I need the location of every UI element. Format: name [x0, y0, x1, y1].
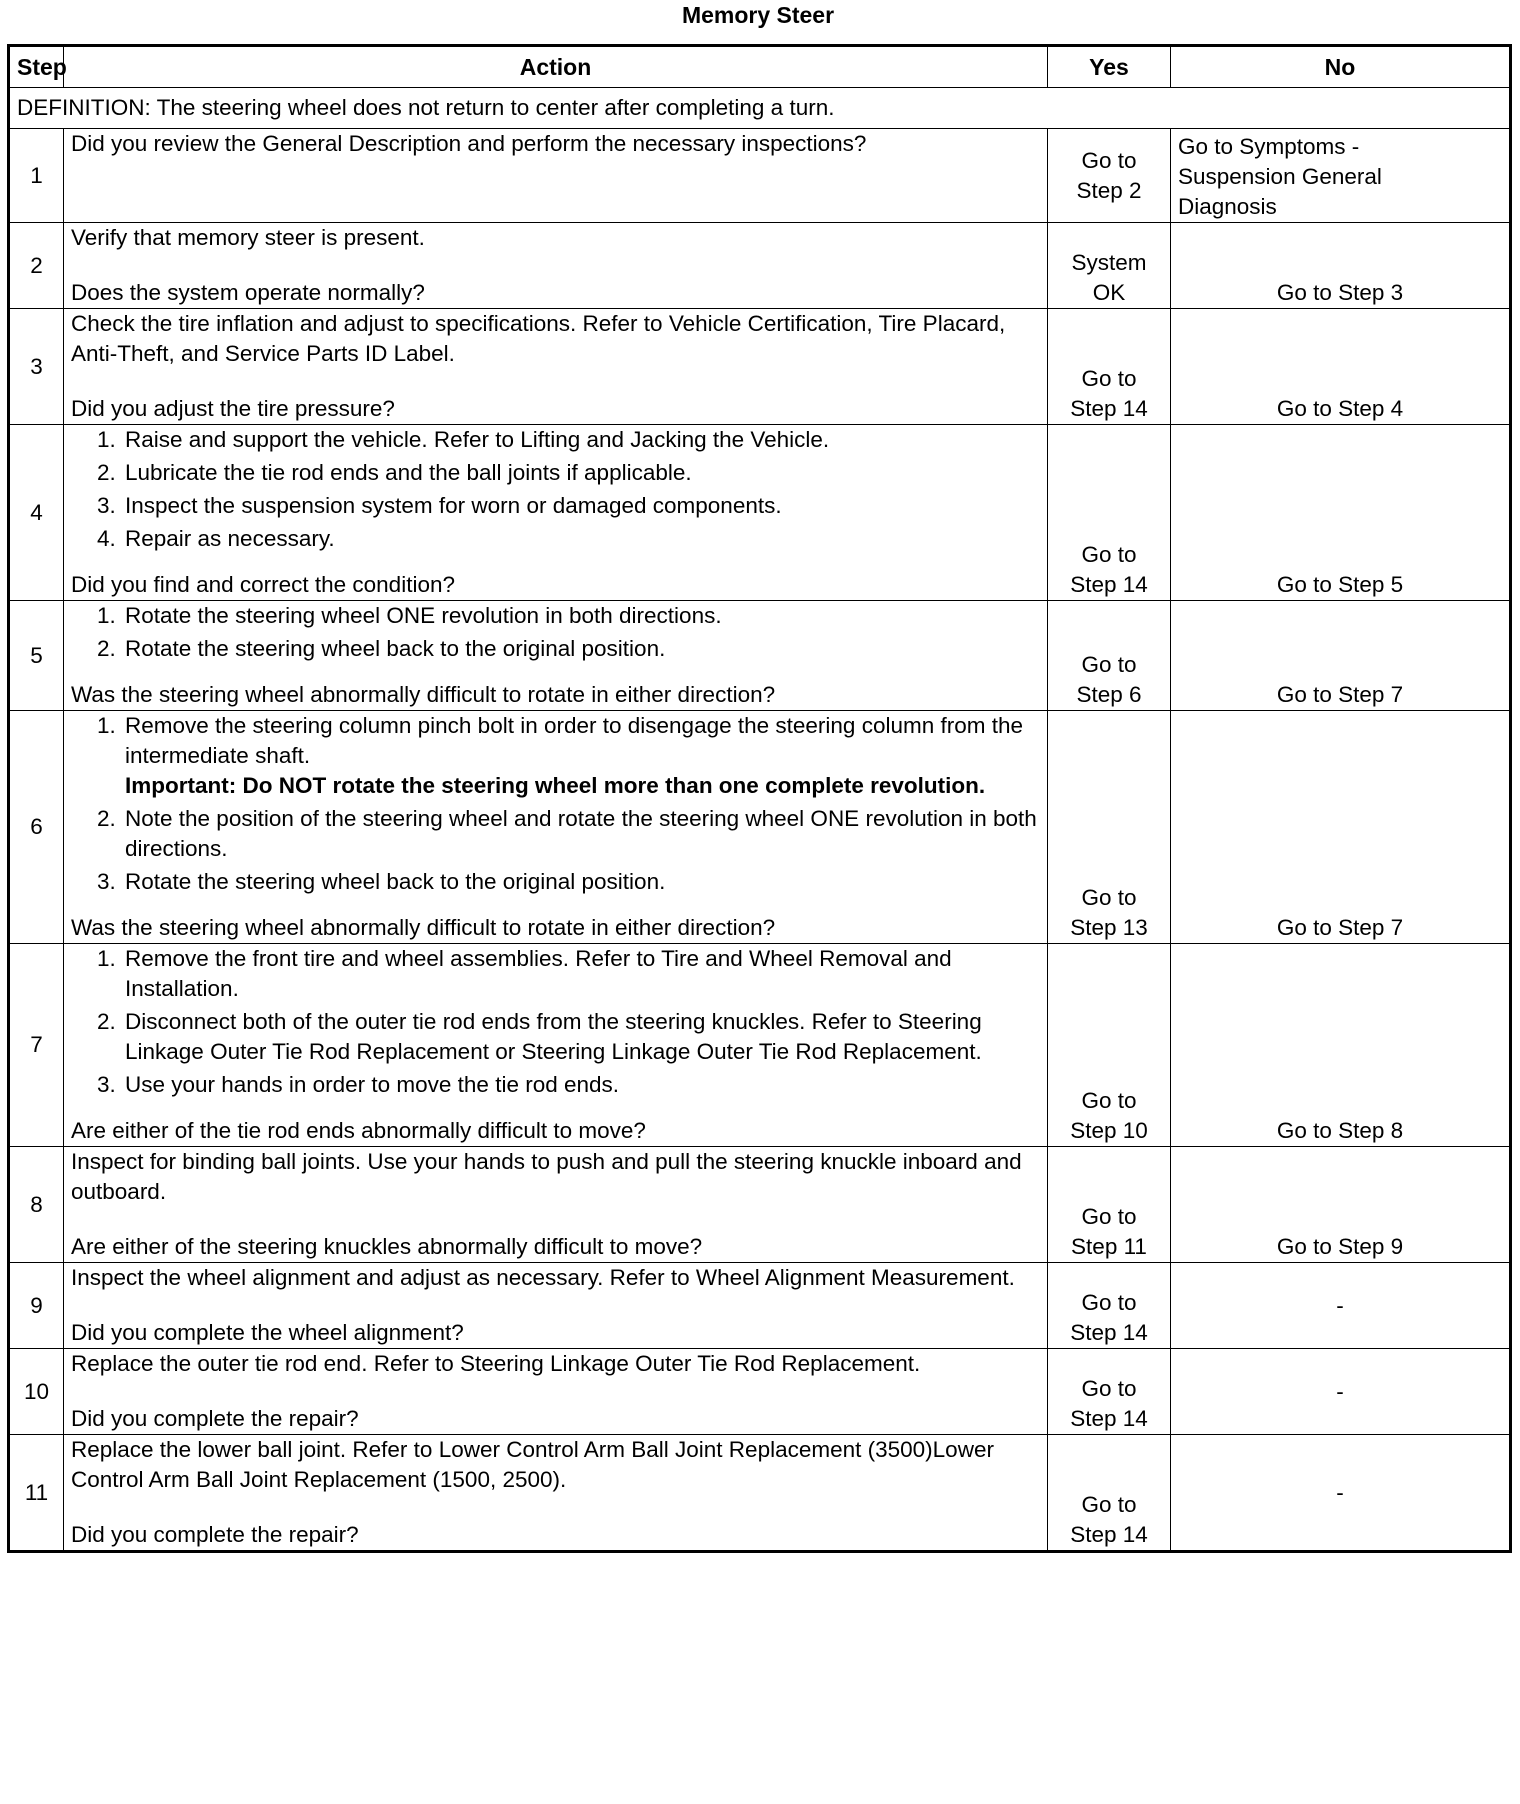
action-question: Did you complete the repair?	[71, 1522, 359, 1547]
action-steps	[71, 601, 1040, 664]
action-steps	[71, 944, 1040, 1100]
action-cell	[64, 1435, 1048, 1552]
list-item: 3. Use your hands in order to move the tie rod ends.	[122, 1070, 1040, 1100]
diagnostic-table	[7, 44, 1512, 1553]
yes-line: Go to	[1081, 1204, 1137, 1229]
list-item: 2. Note the position of the steering wheel and rotate the steering wheel ONE revolution in both directions.	[122, 804, 1040, 864]
definition-text: DEFINITION: The steering wheel does not return to center after completing a turn.	[9, 88, 1511, 129]
action-cell	[64, 223, 1048, 309]
action-text: Did you review the General Description and perform the necessary inspections?	[71, 131, 867, 156]
yes-line: Go to	[1081, 1492, 1137, 1517]
yes-line: Go to	[1081, 542, 1137, 567]
no-cell	[1171, 129, 1511, 223]
header-yes: Yes	[1048, 46, 1171, 88]
no-line: Diagnosis	[1178, 194, 1277, 219]
yes-line: Step 14	[1070, 1522, 1148, 1547]
step-number: 8	[9, 1147, 64, 1263]
no-cell: Go to Step 4	[1171, 309, 1511, 425]
yes-line: Step 11	[1071, 1234, 1147, 1259]
step-number: 10	[9, 1349, 64, 1435]
yes-cell	[1048, 309, 1171, 425]
yes-line: Go to	[1081, 885, 1137, 910]
table-row	[9, 601, 1511, 711]
step-number: 7	[9, 944, 64, 1147]
yes-line: Step 13	[1070, 915, 1148, 940]
yes-line: Step 2	[1076, 177, 1142, 203]
yes-cell	[1048, 425, 1171, 601]
action-text: Replace the outer tie rod end. Refer to Steering Linkage Outer Tie Rod Replacement.	[71, 1351, 921, 1376]
action-cell	[64, 129, 1048, 223]
list-item: 1. Remove the front tire and wheel assemblies. Refer to Tire and Wheel Removal and Installation.	[122, 944, 1040, 1004]
action-text: Verify that memory steer is present.	[71, 225, 425, 250]
yes-cell	[1048, 601, 1171, 711]
important-note: Important: Do NOT rotate the steering wheel more than one complete revolution.	[125, 773, 986, 798]
action-question: Are either of the tie rod ends abnormally difficult to move?	[71, 1118, 646, 1143]
no-cell: -	[1171, 1349, 1511, 1435]
step-number: 1	[9, 129, 64, 223]
no-cell: -	[1171, 1263, 1511, 1349]
table-row	[9, 944, 1511, 1147]
action-cell	[64, 1349, 1048, 1435]
yes-line: Go to	[1081, 147, 1137, 173]
yes-cell	[1048, 1263, 1171, 1349]
action-question: Did you find and correct the condition?	[71, 572, 455, 597]
table-row	[9, 425, 1511, 601]
no-line: Suspension General	[1178, 164, 1382, 189]
step-number: 5	[9, 601, 64, 711]
header-no: No	[1171, 46, 1511, 88]
step-number: 2	[9, 223, 64, 309]
action-question: Did you complete the wheel alignment?	[71, 1320, 464, 1345]
no-cell: -	[1171, 1435, 1511, 1552]
table-row	[9, 309, 1511, 425]
list-item	[122, 711, 1040, 801]
list-item: 2. Disconnect both of the outer tie rod ends from the steering knuckles. Refer to Steering Linkage Outer Tie Rod Replacement or Steering Linkage Outer Tie Rod Replacement.	[122, 1007, 1040, 1067]
table-row	[9, 223, 1511, 309]
list-item: 4. Repair as necessary.	[122, 524, 1040, 554]
action-cell	[64, 711, 1048, 944]
yes-line: Go to	[1081, 1376, 1137, 1401]
table-row	[9, 129, 1511, 223]
table-row	[9, 1435, 1511, 1552]
yes-cell	[1048, 1349, 1171, 1435]
yes-cell	[1048, 129, 1171, 223]
yes-line: Go to	[1081, 1290, 1137, 1315]
action-steps	[71, 711, 1040, 897]
list-item: 1. Rotate the steering wheel ONE revolution in both directions.	[122, 601, 1040, 631]
list-item: 1. Raise and support the vehicle. Refer to Lifting and Jacking the Vehicle.	[122, 425, 1040, 455]
yes-line: System	[1071, 250, 1147, 275]
no-cell: Go to Step 3	[1171, 223, 1511, 309]
action-question: Did you adjust the tire pressure?	[71, 396, 395, 421]
page-title: Memory Steer	[681, 2, 835, 28]
action-text: Replace the lower ball joint. Refer to Lower Control Arm Ball Joint Replacement (3500)Lower Control Arm Ball Joint Replacement (1500, 2500).	[71, 1437, 994, 1492]
table-row	[9, 1147, 1511, 1263]
yes-line: OK	[1092, 280, 1126, 305]
yes-cell	[1048, 223, 1171, 309]
yes-line: Step 14	[1070, 1320, 1148, 1345]
action-cell	[64, 1263, 1048, 1349]
yes-line: Step 14	[1070, 1406, 1148, 1431]
action-text: Inspect the wheel alignment and adjust as necessary. Refer to Wheel Alignment Measurement.	[71, 1265, 1015, 1290]
action-cell	[64, 309, 1048, 425]
yes-line: Step 6	[1076, 682, 1142, 707]
action-question: Was the steering wheel abnormally difficult to rotate in either direction?	[71, 915, 776, 940]
action-question: Are either of the steering knuckles abnormally difficult to move?	[71, 1234, 703, 1259]
no-cell: Go to Step 5	[1171, 425, 1511, 601]
no-cell: Go to Step 9	[1171, 1147, 1511, 1263]
no-cell: Go to Step 8	[1171, 944, 1511, 1147]
action-question: Was the steering wheel abnormally difficult to rotate in either direction?	[71, 682, 776, 707]
action-cell	[64, 944, 1048, 1147]
list-item-text: Remove the steering column pinch bolt in order to disengage the steering column from the intermediate shaft.	[125, 713, 1024, 768]
yes-line: Step 10	[1070, 1118, 1148, 1143]
yes-line: Go to	[1081, 366, 1137, 391]
action-steps	[71, 425, 1040, 554]
header-action: Action	[64, 46, 1048, 88]
step-number: 11	[9, 1435, 64, 1552]
table-row	[9, 1263, 1511, 1349]
yes-line: Go to	[1081, 652, 1137, 677]
no-cell: Go to Step 7	[1171, 601, 1511, 711]
yes-line: Go to	[1081, 1088, 1137, 1113]
no-line: Go to Symptoms -	[1178, 134, 1360, 159]
step-number: 4	[9, 425, 64, 601]
yes-cell	[1048, 1435, 1171, 1552]
list-item: 3. Inspect the suspension system for worn or damaged components.	[122, 491, 1040, 521]
list-item: 2. Lubricate the tie rod ends and the ball joints if applicable.	[122, 458, 1040, 488]
yes-cell	[1048, 944, 1171, 1147]
yes-line: Step 14	[1070, 572, 1148, 597]
table-row	[9, 1349, 1511, 1435]
yes-line: Step 14	[1070, 396, 1148, 421]
step-number: 3	[9, 309, 64, 425]
header-step: Step	[9, 46, 64, 88]
action-cell	[64, 425, 1048, 601]
action-cell	[64, 601, 1048, 711]
action-question: Did you complete the repair?	[71, 1406, 359, 1431]
list-item: 3. Rotate the steering wheel back to the original position.	[122, 867, 1040, 897]
yes-cell	[1048, 711, 1171, 944]
no-cell: Go to Step 7	[1171, 711, 1511, 944]
header-row	[9, 46, 1511, 88]
step-number: 6	[9, 711, 64, 944]
table-row	[9, 711, 1511, 944]
list-item: 2. Rotate the steering wheel back to the original position.	[122, 634, 1040, 664]
step-number: 9	[9, 1263, 64, 1349]
action-text: Inspect for binding ball joints. Use your hands to push and pull the steering knuckle inboard and outboard.	[71, 1149, 1022, 1204]
action-question: Does the system operate normally?	[71, 280, 425, 305]
action-cell	[64, 1147, 1048, 1263]
definition-row	[9, 88, 1511, 129]
yes-cell	[1048, 1147, 1171, 1263]
action-text: Check the tire inflation and adjust to specifications. Refer to Vehicle Certification, Tire Placard, Anti-Theft, and Service Parts ID Label.	[71, 311, 1006, 366]
